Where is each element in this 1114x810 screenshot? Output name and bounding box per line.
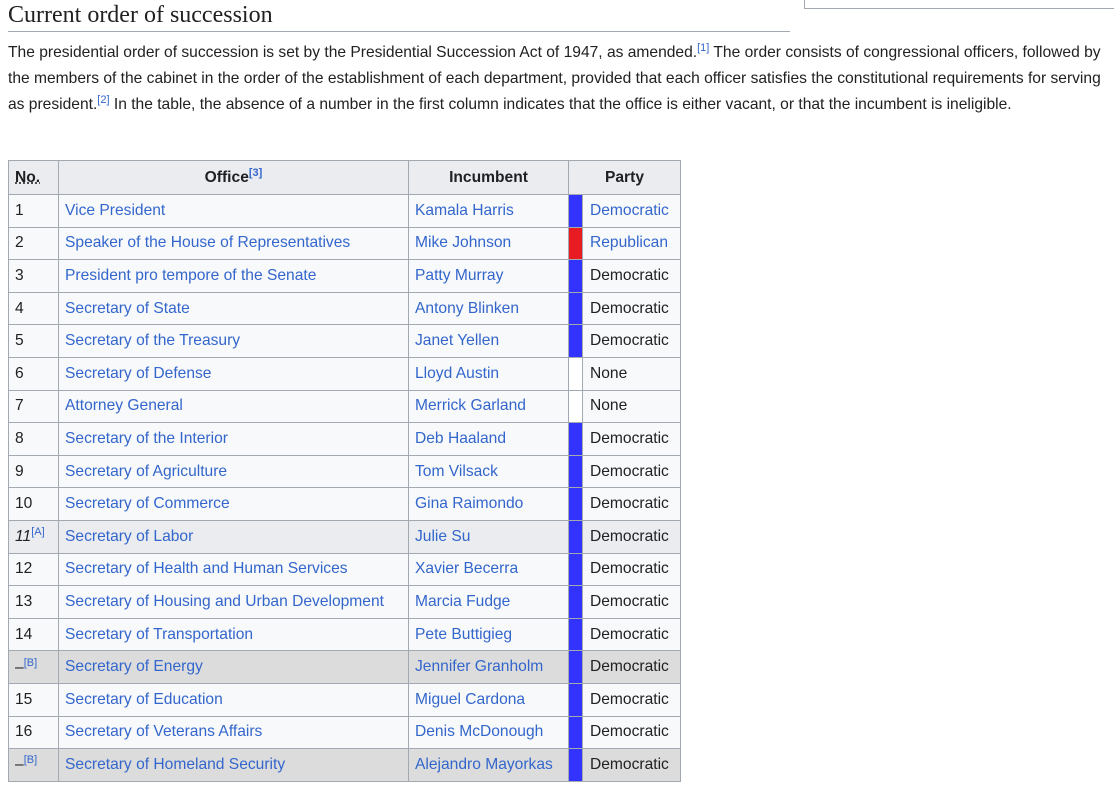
row-number: –[B] <box>9 651 59 684</box>
party-cell: Democratic <box>583 325 681 358</box>
office-cell <box>59 749 409 782</box>
party-color-swatch <box>569 455 583 488</box>
office-link[interactable]: Secretary of the Treasury <box>65 332 241 350</box>
party-color-swatch <box>569 357 583 390</box>
intro-text-3: In the table, the absence of a number in the first column indicates that the office is either vacant, or that the incumbent is ineligible. <box>109 96 1012 113</box>
office-link[interactable]: Secretary of the Interior <box>65 429 228 447</box>
incumbent-cell <box>409 227 569 260</box>
incumbent-link[interactable]: Antony Blinken <box>415 299 520 317</box>
table-row <box>9 586 681 619</box>
row-number: 16 <box>9 716 59 749</box>
table-row <box>9 292 681 325</box>
party-color-swatch <box>569 683 583 716</box>
party-color-swatch <box>569 520 583 553</box>
table-row <box>9 651 681 684</box>
incumbent-cell <box>409 455 569 488</box>
row-number: 12 <box>9 553 59 586</box>
table-row <box>9 749 681 782</box>
incumbent-link[interactable]: Denis McDonough <box>415 723 544 741</box>
party-color-swatch <box>569 325 583 358</box>
office-link[interactable]: Secretary of Housing and Urban Development <box>65 592 384 610</box>
office-cell <box>59 195 409 228</box>
incumbent-cell <box>409 260 569 293</box>
office-link[interactable]: Secretary of State <box>65 299 190 317</box>
party-cell: Democratic <box>583 553 681 586</box>
party-cell: Democratic <box>583 520 681 553</box>
party-link[interactable]: Democratic <box>590 201 669 219</box>
office-cell <box>59 651 409 684</box>
row-number: 15 <box>9 683 59 716</box>
party-color-swatch <box>569 553 583 586</box>
incumbent-cell <box>409 488 569 521</box>
header-no[interactable]: No. <box>9 161 59 195</box>
party-cell: Democratic <box>583 260 681 293</box>
office-cell <box>59 357 409 390</box>
row-number: 14 <box>9 618 59 651</box>
table-row <box>9 618 681 651</box>
table-row <box>9 390 681 423</box>
party-cell: Democratic <box>583 683 681 716</box>
incumbent-cell <box>409 618 569 651</box>
incumbent-link[interactable]: Merrick Garland <box>415 397 526 415</box>
party-link[interactable]: Republican <box>590 234 669 252</box>
party-cell: Democratic <box>583 716 681 749</box>
sidebar-box-edge <box>804 0 1114 9</box>
table-row <box>9 227 681 260</box>
incumbent-cell <box>409 390 569 423</box>
incumbent-cell <box>409 683 569 716</box>
incumbent-link[interactable]: Julie Su <box>415 527 471 545</box>
footnote-link[interactable]: [B] <box>23 754 38 767</box>
incumbent-link[interactable]: Alejandro Mayorkas <box>415 755 553 773</box>
office-link[interactable]: Secretary of Transportation <box>65 625 254 643</box>
party-cell: Democratic <box>583 488 681 521</box>
table-header-row <box>9 161 681 195</box>
incumbent-link[interactable]: Tom Vilsack <box>415 462 498 480</box>
incumbent-cell <box>409 716 569 749</box>
office-link[interactable]: Secretary of Defense <box>65 364 212 382</box>
office-cell <box>59 716 409 749</box>
incumbent-cell <box>409 195 569 228</box>
office-link[interactable]: Secretary of Commerce <box>65 495 230 513</box>
incumbent-link[interactable]: Miguel Cardona <box>415 690 526 708</box>
row-number: 2 <box>9 227 59 260</box>
office-cell <box>59 325 409 358</box>
incumbent-cell <box>409 292 569 325</box>
office-cell <box>59 227 409 260</box>
table-row <box>9 488 681 521</box>
incumbent-cell <box>409 749 569 782</box>
row-number: 9 <box>9 455 59 488</box>
party-cell: Democratic <box>583 749 681 782</box>
citation-link[interactable]: [1] <box>697 41 710 54</box>
header-incumbent: Incumbent <box>409 161 569 195</box>
table-row <box>9 423 681 456</box>
succession-table <box>8 160 681 782</box>
party-color-swatch <box>569 195 583 228</box>
row-number: 7 <box>9 390 59 423</box>
party-color-swatch <box>569 423 583 456</box>
office-cell <box>59 390 409 423</box>
table-row <box>9 716 681 749</box>
party-cell: Democratic <box>583 455 681 488</box>
intro-paragraph <box>8 40 1108 118</box>
incumbent-link[interactable]: Deb Haaland <box>415 429 507 447</box>
party-cell: Democratic <box>583 651 681 684</box>
table-row <box>9 683 681 716</box>
table-row <box>9 520 681 553</box>
party-cell: Democratic <box>583 423 681 456</box>
office-link[interactable]: Attorney General <box>65 397 183 415</box>
party-cell <box>583 227 681 260</box>
party-color-swatch <box>569 227 583 260</box>
table-row <box>9 195 681 228</box>
party-color-swatch <box>569 651 583 684</box>
table-row <box>9 260 681 293</box>
office-cell <box>59 423 409 456</box>
incumbent-cell <box>409 325 569 358</box>
table-row <box>9 553 681 586</box>
incumbent-link[interactable]: Patty Murray <box>415 266 504 284</box>
incumbent-cell <box>409 651 569 684</box>
incumbent-link[interactable]: Gina Raimondo <box>415 495 524 513</box>
office-cell <box>59 618 409 651</box>
row-number: 10 <box>9 488 59 521</box>
table-row <box>9 325 681 358</box>
row-number: 8 <box>9 423 59 456</box>
row-number: 1 <box>9 195 59 228</box>
office-link[interactable]: Secretary of Energy <box>65 658 203 676</box>
party-cell: Democratic <box>583 618 681 651</box>
party-cell <box>583 195 681 228</box>
party-cell: Democratic <box>583 586 681 619</box>
party-color-swatch <box>569 488 583 521</box>
table-row <box>9 455 681 488</box>
intro-text-1: The presidential order of succession is set by the Presidential Succession Act of 1947, as amended. <box>8 44 698 61</box>
header-party: Party <box>569 161 681 195</box>
office-cell <box>59 683 409 716</box>
office-link[interactable]: Secretary of Homeland Security <box>65 755 286 773</box>
citation-link[interactable]: [3] <box>248 166 263 179</box>
row-number: 4 <box>9 292 59 325</box>
office-link[interactable]: Secretary of Veterans Affairs <box>65 723 263 741</box>
office-cell <box>59 455 409 488</box>
incumbent-link[interactable]: Xavier Becerra <box>415 560 519 578</box>
incumbent-cell <box>409 553 569 586</box>
party-color-swatch <box>569 749 583 782</box>
office-cell <box>59 520 409 553</box>
incumbent-cell <box>409 586 569 619</box>
incumbent-link[interactable]: Janet Yellen <box>415 332 500 350</box>
office-cell <box>59 586 409 619</box>
row-number: 13 <box>9 586 59 619</box>
party-color-swatch <box>569 260 583 293</box>
office-link[interactable]: President pro tempore of the Senate <box>65 266 317 284</box>
row-number: 6 <box>9 357 59 390</box>
office-link[interactable]: Secretary of Agriculture <box>65 462 228 480</box>
incumbent-link[interactable]: Jennifer Granholm <box>415 658 544 676</box>
incumbent-cell <box>409 520 569 553</box>
incumbent-link[interactable]: Marcia Fudge <box>415 592 511 610</box>
office-link[interactable]: Secretary of Health and Human Services <box>65 560 348 578</box>
office-link[interactable]: Speaker of the House of Representatives <box>65 234 351 252</box>
incumbent-link[interactable]: Pete Buttigieg <box>415 625 513 643</box>
header-office: Office[3] <box>59 161 409 195</box>
party-color-swatch <box>569 618 583 651</box>
office-link[interactable]: Vice President <box>65 201 166 219</box>
office-cell <box>59 260 409 293</box>
table-row <box>9 357 681 390</box>
party-color-swatch <box>569 390 583 423</box>
row-number: 3 <box>9 260 59 293</box>
intro-text-2: The order consists of congressional officers, followed by the members of the cabinet in the order of the establishment of each department, provided that each officer satisfies the constitutional requirements for serving as president. <box>8 44 1101 113</box>
party-cell: None <box>583 357 681 390</box>
row-number: 5 <box>9 325 59 358</box>
incumbent-link[interactable]: Kamala Harris <box>415 201 514 219</box>
section-heading: Current order of succession <box>8 0 790 32</box>
party-color-swatch <box>569 716 583 749</box>
office-cell <box>59 553 409 586</box>
party-cell: None <box>583 390 681 423</box>
incumbent-link[interactable]: Lloyd Austin <box>415 364 500 382</box>
row-number: –[B] <box>9 749 59 782</box>
incumbent-cell <box>409 357 569 390</box>
office-link[interactable]: Secretary of Labor <box>65 527 194 545</box>
party-color-swatch <box>569 586 583 619</box>
footnote-link[interactable]: [A] <box>31 526 45 539</box>
incumbent-link[interactable]: Mike Johnson <box>415 234 512 252</box>
office-cell <box>59 488 409 521</box>
citation-link[interactable]: [2] <box>97 93 110 106</box>
office-cell <box>59 292 409 325</box>
party-color-swatch <box>569 292 583 325</box>
party-cell: Democratic <box>583 292 681 325</box>
footnote-link[interactable]: [B] <box>23 656 38 669</box>
incumbent-cell <box>409 423 569 456</box>
row-number: 11[A] <box>9 520 59 553</box>
office-link[interactable]: Secretary of Education <box>65 690 223 708</box>
